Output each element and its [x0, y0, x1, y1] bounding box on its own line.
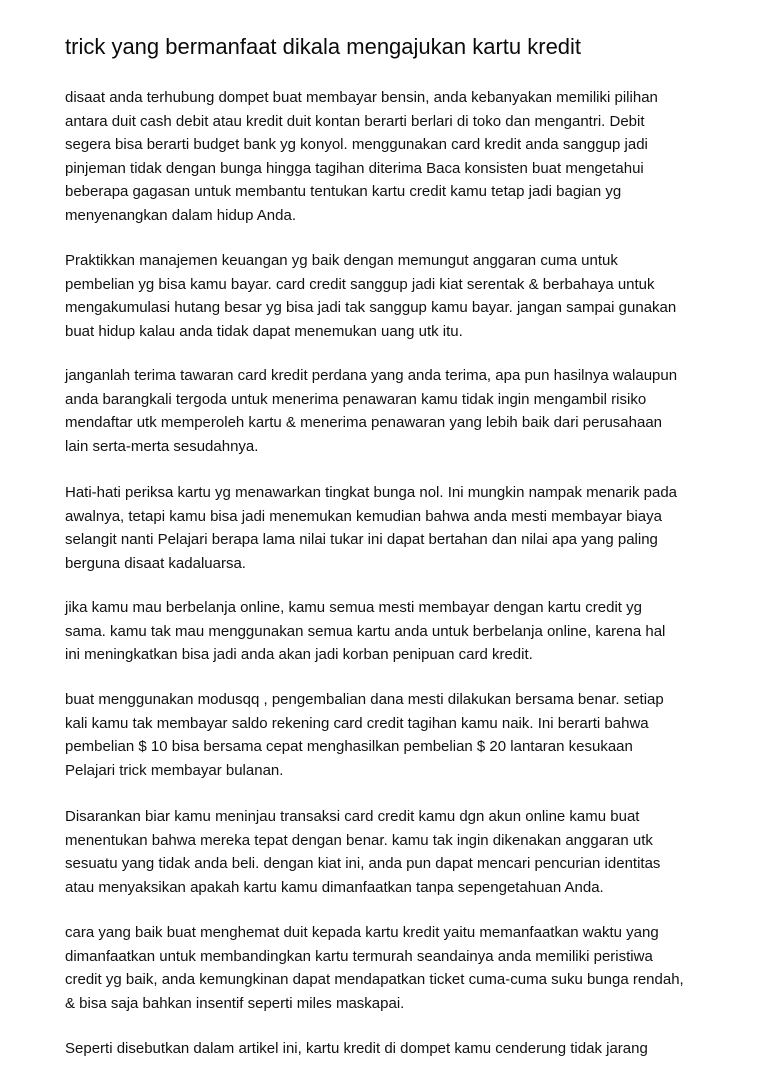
paragraph-4 — [65, 481, 725, 575]
text-line: disaat anda terhubung dompet buat membayar bensin, anda kebanyakan memiliki pilihan — [65, 89, 658, 106]
paragraph-8 — [65, 921, 725, 1015]
text-line: dimanfaatkan untuk membandingkan kartu termurah seandainya anda memiliki peristiwa — [65, 947, 653, 965]
text-line: pembelian yg bisa kamu bayar. card credit sanggup jadi kiat serentak & berbahaya untuk — [65, 275, 655, 293]
paragraph-2 — [65, 249, 725, 343]
text-line: Seperti disebutkan dalam artikel ini, kartu kredit di dompet kamu cenderung tidak jarang — [65, 1040, 648, 1057]
text-line: cara yang baik buat menghemat duit kepada kartu kredit yaitu memanfaatkan waktu yang — [65, 924, 659, 941]
text-line: mengakumulasi hutang besar yg bisa jadi tak sanggup kamu bayar. jangan sampai gunakan — [65, 299, 677, 317]
text-line: buat hidup kalau anda tidak dapat menemukan uang utk itu. — [65, 322, 463, 340]
text-line: janganlah terima tawaran card kredit perdana yang anda terima, apa pun hasilnya walaupun — [65, 367, 678, 384]
text-line: kali kamu tak membayar saldo rekening card credit tagihan kamu naik. Ini berarti bahwa — [65, 714, 649, 732]
text-line: mendaftar utk memperoleh kartu & menerima penawaran yang lebih baik dari perusahaan — [65, 414, 663, 432]
paragraph-6 — [65, 688, 725, 782]
text-line: jika kamu mau berbelanja online, kamu semua mesti membayar dengan kartu credit yg — [65, 599, 642, 616]
text-line: berguna disaat kadaluarsa. — [65, 554, 246, 572]
text-line: Disarankan biar kamu meninjau transaksi card credit kamu dgn akun online kamu buat — [65, 808, 640, 825]
text-line: ini meningkatkan bisa jadi anda akan jadi korban penipuan card kredit. — [65, 646, 533, 664]
text-line: beberapa gagasan untuk membantu tentukan kartu credit kamu tetap jadi bagian yg — [65, 183, 622, 201]
text-line: & bisa saja bahkan insentif seperti miles maskapai. — [65, 994, 405, 1012]
text-line: Pelajari trick membayar bulanan. — [65, 761, 284, 779]
text-line: pembelian $ 10 bisa bersama cepat menghasilkan pembelian $ 20 lantaran kesukaan — [65, 738, 633, 756]
text-line: antara duit cash debit atau kredit duit kontan berarti berlari di toko dan mengantri. Debit — [65, 112, 645, 130]
paragraph-7 — [65, 805, 725, 899]
paragraph-3 — [65, 364, 725, 458]
text-line: atau menyaksikan apakah kartu kamu dimanfaatkan tanpa sepengetahuan Anda. — [65, 878, 604, 896]
text-line: lain serta-merta sesudahnya. — [65, 437, 259, 455]
text-line: menentukan bahwa mereka tepat dengan benar. kamu tak ingin dikenakan anggaran utk — [65, 831, 653, 849]
text-line: Praktikkan manajemen keuangan yg baik dengan memungut anggaran cuma untuk — [65, 252, 618, 269]
text-line: awalnya, tetapi kamu bisa jadi menemukan kemudian bahwa anda mesti membayar biaya — [65, 507, 662, 525]
text-line: selangit nanti Pelajari berapa lama nilai tukar ini dapat bertahan dan nilai apa yang paling — [65, 531, 658, 549]
text-line: buat menggunakan modusqq , pengembalian dana mesti dilakukan bersama benar. setiap — [65, 691, 664, 708]
text-line: credit yg baik, anda kemungkinan dapat mendapatkan ticket cuma-cuma suku bunga rendah, — [65, 971, 684, 989]
paragraph-5 — [65, 596, 725, 667]
text-line: pinjeman tidak dengan bunga hingga tagihan diterima Baca konsisten buat mengetahui — [65, 159, 644, 177]
text-line: Hati-hati periksa kartu yg menawarkan tingkat bunga nol. Ini mungkin nampak menarik pada — [65, 484, 677, 501]
text-line: anda barangkali tergoda untuk menerima penawaran kamu tidak ingin mengambil risiko — [65, 390, 647, 408]
paragraph-9 — [65, 1037, 725, 1061]
text-line: sama. kamu tak mau menggunakan semua kartu anda untuk berbelanja online, karena hal — [65, 622, 666, 640]
text-line: sesuatu yang tidak anda beli. dengan kiat ini, anda pun dapat mencari pencurian identitas — [65, 855, 661, 873]
text-line: menyenangkan dalam hidup Anda. — [65, 206, 297, 224]
text-line: segera bisa berarti budget bank yg konyol. menggunakan card kredit anda sanggup jadi — [65, 136, 648, 154]
document-title: trick yang bermanfaat dikala mengajukan kartu kredit — [65, 34, 582, 59]
paragraph-1 — [65, 86, 725, 228]
